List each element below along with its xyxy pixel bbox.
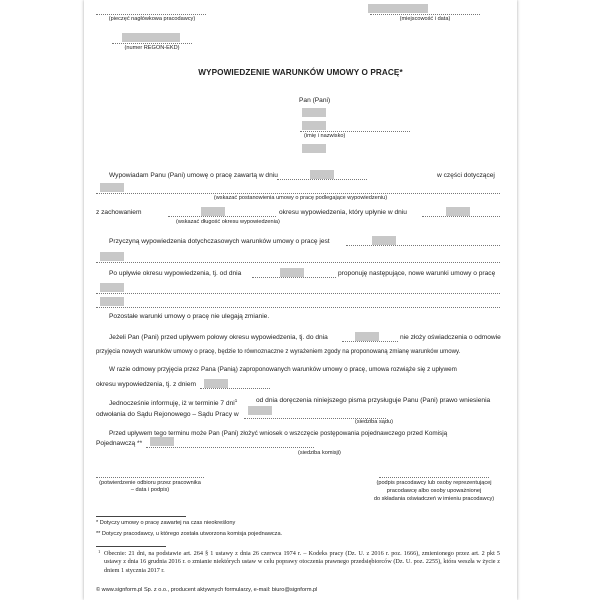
footnote-1-marker: 1: [98, 549, 101, 554]
addressee-line-1[interactable]: [302, 108, 326, 117]
addressee-salutation: Pan (Pani): [299, 97, 331, 104]
p6-c: przyjęcia nowych warunków umowy o pracę, będzie to równoznaczne z wyrażeniem zgody na proponowaną zmianę warunków umowy.: [96, 348, 461, 355]
employee-signature-label-1: (potwierdzenie odbioru przez pracownika: [99, 480, 201, 486]
p1-scope-line: [96, 193, 500, 194]
employer-signature-label-1: (podpis pracodawcy lub osoby reprezentującej: [376, 480, 492, 486]
p6-b: nie złoży oświadczenia o odmowie: [400, 334, 501, 341]
p2-period-line: [168, 216, 276, 217]
addressee-name-label: (imię i nazwisko): [304, 133, 346, 139]
p1-date-field[interactable]: [310, 170, 334, 179]
p7-b: okresu wypowiedzenia, tj. z dniem: [96, 381, 197, 388]
p3-field-2[interactable]: [100, 252, 124, 261]
regon-field[interactable]: [122, 33, 180, 42]
p6-date-field[interactable]: [355, 332, 379, 341]
employer-signature-label-3: do składania oświadczeń w imieniu pracodawcy): [373, 496, 495, 502]
place-date-line: [370, 14, 480, 15]
footnote-rule-2: [96, 546, 166, 547]
p4-field-2[interactable]: [100, 283, 124, 292]
p4-line-3: [96, 307, 500, 308]
p5-text: Pozostałe warunki umowy o pracę nie ulegają zmianie.: [109, 313, 270, 320]
p8-hint: (siedziba sądu): [355, 419, 393, 425]
regon-line: [112, 43, 192, 44]
p1-start: Wypowiadam Panu (Pani) umowę o pracę zawartą w dniu: [109, 172, 278, 179]
footer-copyright: © www.signform.pl Sp. z o.o., producent aktywnych formularzy, e-mail: biuro@signform.pl: [96, 587, 318, 593]
p2-period-field[interactable]: [201, 207, 225, 216]
footnote-rule: [96, 516, 186, 517]
p9-hint: (siedziba komisji): [298, 450, 341, 456]
footnote-1-text: Obecnie: 21 dni, na podstawie art. 264 § 1 ustawy z dnia 26 czerwca 1974 r. – Kodeks pracy (Dz. U. z 2016 r. poz. 1666), zmienionego przez art. 2 pkt 5 ustawy z dnia 16 grudnia 2016 r. o zmianie niektórych ustaw w celu poprawy otoczenia prawnego przedsiębiorców (Dz. U. poz. 2255), która weszła w życie z dniem 1 stycznia 2017 r.: [104, 550, 500, 574]
footnote-star: * Dotyczy umowy o pracę zawartej na czas nieokreślony: [96, 520, 236, 526]
addressee-line-2[interactable]: [302, 121, 326, 130]
place-date-label: (miejscowość i data): [399, 16, 451, 22]
place-date-field[interactable]: [368, 4, 428, 13]
employer-stamp-line: [96, 14, 206, 15]
p2-mid: okresu wypowiedzenia, który upłynie w dniu: [279, 209, 407, 216]
p4-date-line: [252, 277, 336, 278]
p4-start: Po upływie okresu wypowiedzenia, tj. od dnia: [109, 270, 242, 277]
addressee-line-3[interactable]: [302, 144, 326, 153]
employer-stamp-label: (pieczęć nagłówkowa pracodawcy): [108, 16, 196, 22]
document-title: WYPOWIEDZENIE WARUNKÓW UMOWY O PRACĘ*: [198, 68, 403, 77]
p7-date-field[interactable]: [204, 379, 228, 388]
p2-end-date-line: [422, 216, 500, 217]
p2-end-date-field[interactable]: [446, 207, 470, 216]
p8-court-field[interactable]: [248, 406, 272, 415]
p1-end: w części dotyczącej: [437, 172, 495, 179]
p8-a: [109, 397, 237, 408]
employer-signature-line: [379, 477, 489, 478]
regon-label: (numer REGON-EKD): [124, 45, 180, 51]
p8-a-text: Jednocześnie informuję, iż w terminie 7 dni: [109, 400, 235, 408]
p3-line-2: [96, 262, 500, 263]
p3-field[interactable]: [372, 236, 396, 245]
employer-signature-label-2: pracodawcę albo osoby upoważnionej: [386, 488, 482, 494]
p3-text: Przyczyną wypowiedzenia dotychczasowych warunków umowy o pracę jest: [109, 238, 330, 245]
employee-signature-label-2: – data i podpis): [130, 487, 170, 493]
p4-line-2: [96, 293, 500, 294]
p9-a: Przed upływem tego terminu może Pan (Pani) złożyć wniosek o wszczęcie postępowania pojednawczego przed Komisją: [109, 430, 448, 437]
p4-field-3[interactable]: [100, 297, 124, 306]
p1-scope-field[interactable]: [100, 183, 124, 192]
p1-date-line: [277, 179, 367, 180]
p4-end: proponuję następujące, nowe warunki umowy o pracę: [338, 270, 496, 277]
p7-date-line: [200, 388, 270, 389]
p7-a: W razie odmowy przyjęcia przez Pana (Panią) zaproponowanych warunków umowy o pracę, umowa rozwiąże się z upływem: [109, 366, 457, 373]
addressee-name-line: [300, 131, 410, 132]
p9-commission-field[interactable]: [150, 437, 174, 446]
p9-b: Pojednawczą **: [96, 440, 143, 447]
p8-footnote-ref: 1: [234, 398, 238, 403]
p4-date-field[interactable]: [280, 268, 304, 277]
document-page: [84, 0, 517, 600]
p8-c: odwołania do Sądu Rejonowego – Sądu Pracy w: [96, 411, 239, 418]
footnote-double-star: ** Dotyczy pracodawcy, u którego została utworzona komisja pojednawcza.: [96, 531, 283, 537]
p9-commission-line: [146, 447, 314, 448]
p6-date-line: [342, 341, 398, 342]
p1-hint: (wskazać postanowienia umowy o pracę podlegające wypowiedzeniu): [213, 195, 388, 201]
p2-start: z zachowaniem: [96, 209, 142, 216]
p2-hint: (wskazać długość okresu wypowiedzenia): [176, 219, 280, 225]
p6-a: Jeżeli Pan (Pani) przed upływem połowy okresu wypowiedzenia, tj. do dnia: [109, 334, 328, 341]
p3-line: [346, 245, 500, 246]
employee-signature-line: [96, 477, 204, 478]
p8-b: od dnia doręczenia niniejszego pisma przysługuje Panu (Pani) prawo wniesienia: [256, 397, 491, 404]
